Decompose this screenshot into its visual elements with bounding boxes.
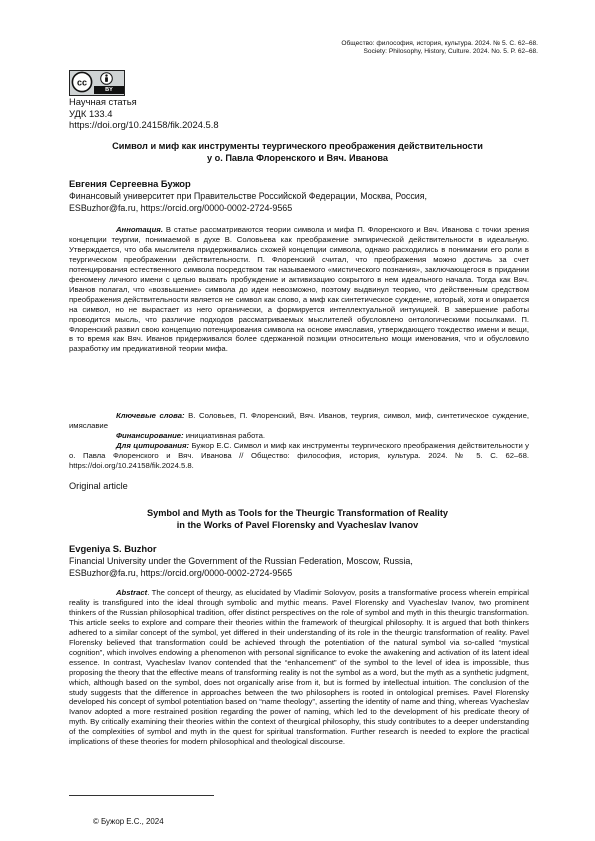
journal-header-en: Society: Philosophy, History, Culture. 2024. No. 5. P. 62–68. bbox=[363, 48, 538, 56]
abstract-en-text: . The concept of theurgy, as elucidated by Vladimir Solovyov, posits a transformative process wherein empirical reality is transfigured into the ideal through symbolic and mythic means. Pavel Florensky and Vyacheslav Ivanov, two prominent thinkers of the Russian philosophical tradition, offer distinct perspectives on the role of symbol and myth in this theurgic transformation. This article seeks to explore and compare their theories within the framework of theurgical philosophy. It is argued that both thinkers adhered to a similar concept of the symbol, yet differed in their understanding of its role in the theurgic transformation of reality. Pavel Florensky believed that transformation could be achieved through the potentiation of the natural symbol via so-called “mystical cognition”, which involves endowing a phenomenon with personal significance to evoke the awakening and activation of its latent ideal essence. In contrast, Vyacheslav Ivanov contended that the “enhancement” of the symbol to the level of idea is impossible, thus proposing the theory that the effective means of transforming reality is not the symbol as a word, but the myth as a synthetic judgment, which, although based on the symbol, does not organically arise from it, but is formed by intellectual intuition. The conclusion of the study suggests that the difference in approaches between the two philosophers is rooted in ontological premises. Pavel Florensky developed his concept of symbol potentiation based on “name theology”, asserting the identity of name and thing, whereas Vyacheslav Ivanov adopted a more restrained position regarding the power of naming, which led to the development of his predicate theory of myth. By critically examining their theories within the context of theurgical philosophy, this study contributes to a deeper understanding of the complexities of symbol and myth in the quest for spiritual transformation. Further research is needed to explore the practical implications of these theories for modern philosophical and theological discourse. bbox=[69, 588, 529, 747]
affiliation-ru-line1: Финансовый университет при Правительстве Российской Федерации, Москва, Россия, bbox=[69, 191, 428, 201]
citation-ru-text: Бужор Е.С. Символ и миф как инструменты теургического преображения действительности у о. Павла Флоренского и Вяч. Иванова // Общество: философия, история, культура. 2024. № 5. С. 62–68. https://doi.org/10.24158/fik.2024.5.8. bbox=[69, 441, 529, 470]
article-type-en: Original article bbox=[69, 481, 128, 491]
title-en-line1: Symbol and Myth as Tools for the Theurgic Transformation of Reality bbox=[146, 508, 448, 518]
funding-ru-text: инициативная работа. bbox=[183, 431, 266, 440]
by-section bbox=[94, 71, 124, 94]
author-ru: Евгения Сергеевна Бужор bbox=[69, 178, 191, 189]
keywords-ru bbox=[69, 411, 529, 431]
svg-text:cc: cc bbox=[76, 77, 88, 88]
abstract-ru-label: Аннотация. bbox=[116, 225, 163, 234]
funding-ru bbox=[69, 431, 529, 441]
article-type-ru: Научная статья bbox=[69, 96, 137, 107]
affiliation-en-line1: Financial University under the Government of the Russian Federation, Moscow, Russia, bbox=[69, 556, 413, 566]
copyright-note: © Бужор Е.С., 2024 bbox=[93, 817, 164, 826]
affiliation-ru bbox=[69, 190, 539, 215]
affiliation-en-line2: ESBuzhor@fa.ru, https://orcid.org/0000-0002-2724-9565 bbox=[69, 568, 293, 579]
abstract-en bbox=[69, 588, 529, 747]
keywords-ru-label: Ключевые слова: bbox=[116, 411, 185, 420]
title-ru bbox=[60, 140, 535, 164]
journal-header bbox=[178, 40, 538, 57]
keywords-ru-text: В. Соловьев, П. Флоренский, Вяч. Иванов, теургия, символ, миф, синтетическое суждение, имяславие bbox=[69, 411, 529, 430]
title-ru-line2: у о. Павла Флоренского и Вяч. Иванова bbox=[206, 153, 389, 164]
by-label: BY bbox=[94, 86, 124, 94]
author-en: Evgeniya S. Buzhor bbox=[69, 543, 157, 554]
abstract-ru bbox=[69, 225, 529, 354]
title-en-line2: in the Works of Pavel Florensky and Vyacheslav Ivanov bbox=[176, 520, 419, 531]
citation-ru bbox=[69, 441, 529, 471]
doi-link[interactable]: https://doi.org/10.24158/fik.2024.5.8 bbox=[69, 119, 219, 131]
affiliation-ru-line2: ESBuzhor@fa.ru, https://orcid.org/0000-0002-2724-9565 bbox=[69, 203, 293, 214]
abstract-en-label: Abstract bbox=[116, 588, 148, 597]
title-ru-line1: Символ и миф как инструменты теургического преображения действительности bbox=[112, 141, 483, 151]
attribution-person-icon bbox=[100, 72, 113, 85]
footnote-divider bbox=[69, 795, 214, 796]
affiliation-en bbox=[69, 555, 539, 580]
abstract-ru-text: В статье рассматриваются теории символа и мифа П. Флоренского и Вяч. Иванова с точки зрения концепции теургии, понимаемой в духе В. Соловьева как преображение эмпирической действительности в идеальную. Утверждается, что оба мыслителя придерживались схожей концепции символа, однако расходились в понимании его роли в теургическом преображении действительности. П. Флоренский считал, что преображения можно достичь за счет потенцирования естественного символа посредством так называемого «мистического познания», заключающегося в придании феномену личного имени с целью вызвать пробуждение и активизацию сокрытого в нем идеального начала. Тогда как Вяч. Иванов полагал, что «возвышение» символа до идеи невозможно, поэтому выдвинул теорию, что действенным средством преображения действительности является не символ как слово, а миф как синтетическое суждение, который, хотя и опирается на символ, но не вырастает из него органически, а формируется интеллектуальной интуицией. В завершение работы проводится мысль, что различие подходов рассматриваемых мыслителей обусловлено онтологическими посылками. П. Флоренский развил свою концепцию потенцирования символа на основе имяславия, утверждающего тождество имени и вещи, в то время как Вяч. Иванов придерживался более сдержанной позиции относительно мощи именования, что и обусловило разработку им предикативной теории мифа. bbox=[69, 225, 529, 354]
funding-ru-label: Финансирование: bbox=[116, 431, 184, 440]
udk-code: УДК 133.4 bbox=[69, 107, 113, 119]
title-en bbox=[60, 507, 535, 531]
cc-license-badge[interactable] bbox=[69, 70, 125, 96]
citation-ru-label: Для цитирования: bbox=[116, 441, 190, 450]
creative-commons-icon bbox=[71, 71, 93, 93]
article-meta bbox=[69, 96, 219, 131]
journal-header-ru: Общество: философия, история, культура. 2024. № 5. С. 62–68. bbox=[341, 40, 538, 47]
